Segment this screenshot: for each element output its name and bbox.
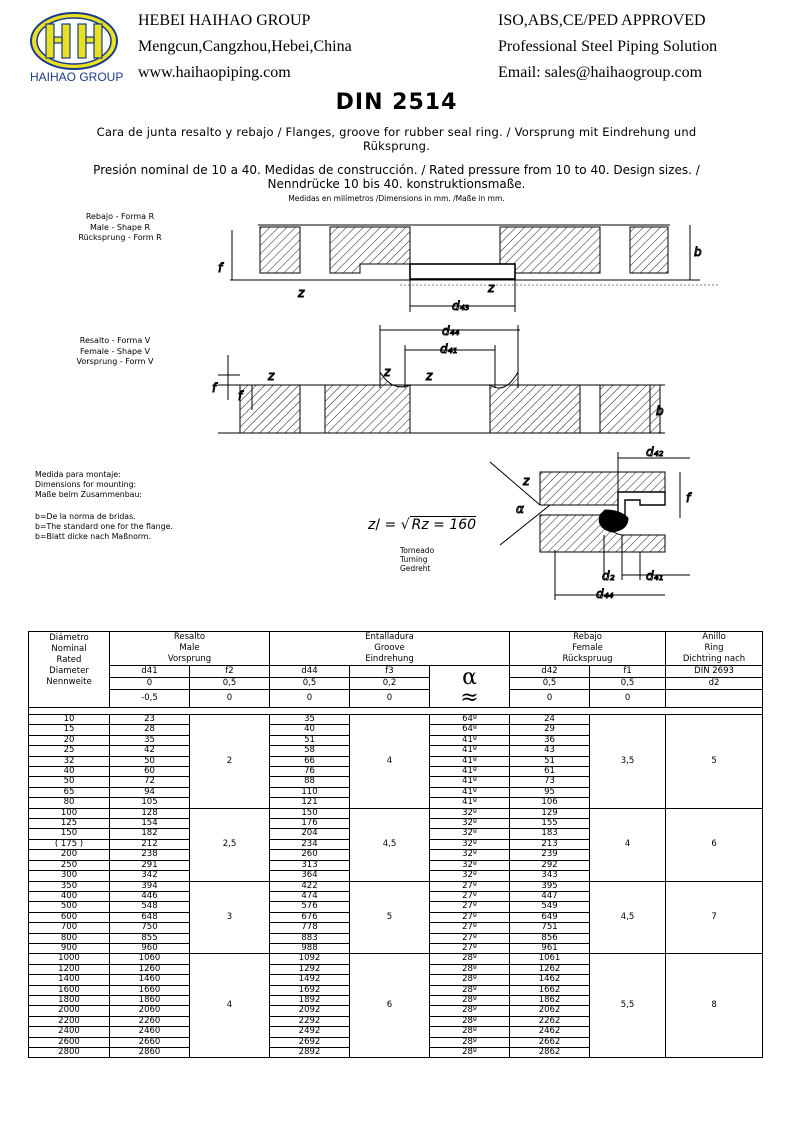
assembly-en: Dimensions for mounting: [35,480,137,489]
cell-dn: 25 [29,746,110,756]
ring-es: Anillo [702,632,726,642]
cell-d44: 88 [270,777,350,787]
cell-d41: 291 [110,860,190,870]
cell-alpha: 28º [430,995,510,1005]
table-header-row-2 [29,666,763,678]
company-certs [498,8,717,86]
dim-b-r: b [694,245,702,259]
cell-d41: 35 [110,735,190,745]
cell-d44: 76 [270,767,350,777]
col-f2: f2 [190,666,270,678]
tol-upper-f1: 0,5 [590,678,666,690]
cell-d42: 29 [510,725,590,735]
dim-d43: d₄₃ [452,299,470,313]
cell-alpha: 28º [430,1016,510,1026]
form-r-en: Male - Shape R [89,222,151,232]
cell-d42: 2862 [510,1048,590,1058]
cell-alpha: 64º [430,715,510,725]
company-website[interactable]: www.haihaopiping.com [138,64,291,81]
company-address: Mengcun,Cangzhou,Hebei,China [138,38,352,55]
cell-d44: 474 [270,891,350,901]
tol-lower-f3: 0 [350,690,430,708]
cell-d42: 106 [510,798,590,808]
dim-f1-r: f [218,261,223,275]
cell-d42: 292 [510,860,590,870]
cell-d42: 1262 [510,964,590,974]
table-row [29,808,763,818]
male-es: Resalto [173,632,206,642]
ring-de: Dichtring nach [682,654,746,664]
form-r-de: Rücksprung - Form R [78,233,162,242]
tol-lower-d42: 0 [510,690,590,708]
units-note: Medidas en milímetros /Dimensions in mm. /Maße in mm. [288,194,505,203]
header-ring [666,632,763,666]
approval-text: ISO,ABS,CE/PED APPROVED [498,12,706,29]
cell-dn: 150 [29,829,110,839]
cell-d41: 1660 [110,985,190,995]
cell-dn: 350 [29,881,110,891]
cell-dn: 800 [29,933,110,943]
cell-f1: 5,5 [590,954,666,1058]
cell-alpha: 41º [430,798,510,808]
cell-d42: 856 [510,933,590,943]
cell-d44: 1092 [270,954,350,964]
dim-d42: d₄₂ [646,445,664,459]
company-name: HEBEI HAIHAO GROUP [138,12,311,29]
cell-d42: 751 [510,923,590,933]
drawing-form-r [218,225,720,313]
cell-dn: 20 [29,735,110,745]
cell-d41: 154 [110,819,190,829]
cell-dn: 2400 [29,1027,110,1037]
cell-alpha: 28º [430,964,510,974]
cell-dn: 100 [29,808,110,818]
b-note-de: b=Blatt dicke nach Maßnorm. [35,532,151,541]
subtitle-line-3: Presión nominal de 10 a 40. Medidas de construcción. / Rated pressure from 10 to 40. Design sizes. / [93,163,700,177]
cell-d44: 234 [270,839,350,849]
cell-alpha: 28º [430,954,510,964]
female-de: Rückspruug [562,654,613,664]
col-d44: d44 [270,666,350,678]
dim-z-r: z [298,286,305,300]
cell-alpha: 32º [430,860,510,870]
turning-es: Torneado [400,546,435,555]
nominal-es2: Nominal [51,644,87,655]
cell-d44: 35 [270,715,350,725]
cell-d2: 6 [666,808,763,881]
cell-d42: 395 [510,881,590,891]
cell-d44: 66 [270,756,350,766]
col-d42: d42 [510,666,590,678]
cell-dn: 1200 [29,964,110,974]
cell-d2: 5 [666,715,763,809]
cell-d41: 2060 [110,1006,190,1016]
tol-upper-d41: 0 [110,678,190,690]
cell-d41: 182 [110,829,190,839]
table-header-row-1 [29,632,763,666]
cell-d42: 61 [510,767,590,777]
cell-d44: 150 [270,808,350,818]
cell-dn: 1800 [29,995,110,1005]
tol-lower-f1: 0 [590,690,666,708]
cell-dn: 1600 [29,985,110,995]
table-row [29,954,763,964]
email-text[interactable]: Email: sales@haihaogroup.com [498,64,703,81]
cell-f2: 2,5 [190,808,270,881]
dim-d2: d₂ [602,569,615,583]
cell-d44: 1292 [270,964,350,974]
dim-alpha: α [516,502,524,516]
cell-d42: 549 [510,902,590,912]
header-female [510,632,666,666]
cell-f2: 4 [190,954,270,1058]
dim-z2-r: z [488,281,495,295]
cell-d41: 50 [110,756,190,766]
cell-d42: 129 [510,808,590,818]
assembly-de: Maße beim Zusammenbau: [35,490,143,499]
cell-dn: 900 [29,943,110,953]
tol-lower-d41: -0,5 [110,690,190,708]
turning-en: Turning [400,555,428,564]
table-row [29,881,763,891]
cell-f3: 6 [350,954,430,1058]
cell-d44: 988 [270,943,350,953]
cell-d41: 23 [110,715,190,725]
cell-d41: 960 [110,943,190,953]
nominal-de: Nennweite [46,677,92,688]
tol-upper-f3: 0,2 [350,678,430,690]
dim-z3-v: z [426,369,433,383]
cell-dn: 200 [29,850,110,860]
subtitle-line-1: Cara de junta resalto y rebajo / Flanges, groove for rubber seal ring. / Vorsprung mit Eindrehung und [96,125,697,139]
cell-d41: 2860 [110,1048,190,1058]
cell-alpha: 27º [430,881,510,891]
cell-d44: 110 [270,787,350,797]
company-info [138,8,352,86]
header-groove [270,632,510,666]
cell-f1: 3,5 [590,715,666,809]
cell-d42: 649 [510,912,590,922]
subtitle-line-2: Rüksprung. [363,139,430,153]
tol-lower-d44: 0 [270,690,350,708]
cell-f2: 3 [190,881,270,954]
cell-alpha: 32º [430,839,510,849]
tol-upper-d42: 0,5 [510,678,590,690]
cell-d44: 1492 [270,975,350,985]
roughness-spec: z/ = √ Rz = 160 [368,517,477,533]
cell-d44: 576 [270,902,350,912]
form-v-de: Vorsprung - Form V [76,357,154,366]
cell-dn: 2200 [29,1016,110,1026]
cell-d44: 676 [270,912,350,922]
cell-alpha: 28º [430,975,510,985]
spacer-row [29,708,763,715]
cell-d44: 2292 [270,1016,350,1026]
cell-d41: 2460 [110,1027,190,1037]
doc-pressure [40,163,753,191]
form-v-es: Resalto - Forma V [79,336,151,345]
cell-dn: 700 [29,923,110,933]
dim-z2-v: z [384,365,391,379]
cell-d44: 778 [270,923,350,933]
cell-d42: 73 [510,777,590,787]
cell-alpha: 64º [430,725,510,735]
cell-alpha: 32º [430,850,510,860]
cell-d42: 1862 [510,995,590,1005]
nominal-es: Diámetro [49,633,89,644]
dimensions-table [28,631,763,1058]
cell-alpha: 41º [430,787,510,797]
cell-d44: 176 [270,819,350,829]
logo-text: HAIHAO GROUP [30,70,124,84]
cell-f3: 4,5 [350,808,430,881]
cell-dn: 40 [29,767,110,777]
cell-d44: 2692 [270,1037,350,1047]
table-body [29,715,763,1058]
cell-d42: 24 [510,715,590,725]
cell-d41: 2660 [110,1037,190,1047]
dim-b-v: b [656,404,664,418]
cell-d44: 883 [270,933,350,943]
cell-alpha: 28º [430,1037,510,1047]
col-alpha [430,666,510,708]
cell-f1: 4,5 [590,881,666,954]
dim-z-v: z [268,369,275,383]
cell-dn: 2600 [29,1037,110,1047]
cell-d44: 2492 [270,1027,350,1037]
cell-dn: 400 [29,891,110,901]
doc-subtitle [40,125,753,153]
cell-dn: 32 [29,756,110,766]
cell-d42: 961 [510,943,590,953]
cell-d44: 422 [270,881,350,891]
cell-d41: 446 [110,891,190,901]
cell-d44: 2892 [270,1048,350,1058]
cell-alpha: 41º [430,735,510,745]
cell-d44: 313 [270,860,350,870]
company-logo [28,10,124,85]
cell-d41: 648 [110,912,190,922]
b-note-en: b=The standard one for the flange. [35,522,173,531]
tol-upper-d44: 0,5 [270,678,350,690]
cell-d41: 105 [110,798,190,808]
subtitle-line-4: Nenndrücke 10 bis 40. konstruktionsmaße. [267,177,526,191]
cell-d42: 2062 [510,1006,590,1016]
nominal-blank [29,690,110,708]
cell-d42: 2662 [510,1037,590,1047]
cell-d44: 364 [270,871,350,881]
cell-alpha: 41º [430,767,510,777]
cell-f3: 5 [350,881,430,954]
cell-d42: 51 [510,756,590,766]
female-en: Female [572,643,603,653]
cell-d41: 1460 [110,975,190,985]
cell-d42: 2462 [510,1027,590,1037]
cell-d2: 8 [666,954,763,1058]
dim-f2: f [212,381,217,395]
cell-f3: 4 [350,715,430,809]
cell-alpha: 41º [430,777,510,787]
dim-z-detail: z [523,474,530,488]
cell-dn: 15 [29,725,110,735]
cell-f2: 2 [190,715,270,809]
cell-d42: 2262 [510,1016,590,1026]
cell-d42: 239 [510,850,590,860]
cell-d41: 1260 [110,964,190,974]
cell-dn: 2000 [29,1006,110,1016]
cell-d44: 260 [270,850,350,860]
nominal-en2: Diameter [49,666,89,677]
groove-es: Entalladura [365,632,414,642]
cell-d42: 1462 [510,975,590,985]
drawing-form-v [212,324,665,433]
cell-dn: 1000 [29,954,110,964]
d2-blank [666,690,763,708]
roughness-value: Rz = 160 [411,517,477,533]
cell-alpha: 41º [430,746,510,756]
cell-alpha: 27º [430,902,510,912]
cell-d42: 95 [510,787,590,797]
dim-d41-detail: d₄₁ [646,569,664,583]
cell-dn: 80 [29,798,110,808]
form-v-en: Female - Shape V [80,346,150,356]
cell-d42: 183 [510,829,590,839]
logo-emblem [28,10,120,72]
cell-alpha: 32º [430,819,510,829]
drawing-assembly [490,445,692,601]
cell-dn: 2800 [29,1048,110,1058]
cell-d41: 1860 [110,995,190,1005]
female-es: Rebajo [573,632,602,642]
turning-de: Gedreht [400,564,431,573]
cell-d44: 51 [270,735,350,745]
cell-dn: 65 [29,787,110,797]
cell-d44: 121 [270,798,350,808]
cell-d42: 43 [510,746,590,756]
cell-d44: 1892 [270,995,350,1005]
cell-dn: 10 [29,715,110,725]
ring-en: Ring [704,643,724,653]
cell-d41: 238 [110,850,190,860]
cell-alpha: 27º [430,912,510,922]
dim-d44-detail: d₄₄ [596,587,614,601]
cell-alpha: 27º [430,943,510,953]
table-tol-upper-row [29,678,763,690]
dim-d44: d₄₄ [442,324,460,338]
cell-dn: 125 [29,819,110,829]
cell-d41: 60 [110,767,190,777]
cell-d2: 7 [666,881,763,954]
cell-dn: 250 [29,860,110,870]
nominal-en: Rated [56,655,82,666]
cell-d42: 343 [510,871,590,881]
cell-alpha: 27º [430,923,510,933]
cell-d42: 1662 [510,985,590,995]
cell-d44: 1692 [270,985,350,995]
dim-d41: d₄₁ [440,342,458,356]
approx-symbol: ≈ [460,684,479,710]
cell-alpha: 27º [430,891,510,901]
male-de: Vorsprung [167,654,212,664]
cell-d41: 128 [110,808,190,818]
cell-alpha: 28º [430,985,510,995]
tol-upper-f2: 0,5 [190,678,270,690]
header-nominal [29,632,110,690]
cell-d42: 447 [510,891,590,901]
cell-d44: 204 [270,829,350,839]
cell-d41: 94 [110,787,190,797]
cell-d41: 394 [110,881,190,891]
male-en: Male [179,643,200,653]
table-row [29,715,763,725]
doc-title: DIN 2514 [335,90,458,115]
b-note-es: b=De la norma de bridas. [35,512,136,521]
col-f1: f1 [590,666,666,678]
alpha-symbol: α [462,664,477,690]
cell-f1: 4 [590,808,666,881]
dim-f1-detail: f [686,491,691,505]
cell-d41: 42 [110,746,190,756]
technical-drawing [0,200,793,620]
cell-d44: 40 [270,725,350,735]
cell-d41: 2260 [110,1016,190,1026]
assembly-es: Medida para montaje: [35,470,121,479]
cell-d41: 72 [110,777,190,787]
groove-de: Eindrehung [365,654,414,664]
col-f3: f3 [350,666,430,678]
col-d41: d41 [110,666,190,678]
form-r-es: Rebajo - Forma R [85,212,155,221]
col-ring-std: DIN 2693 [666,666,763,678]
cell-d42: 213 [510,839,590,849]
cell-alpha: 27º [430,933,510,943]
cell-d41: 855 [110,933,190,943]
cell-dn: 1400 [29,975,110,985]
cell-d41: 548 [110,902,190,912]
tagline-text: Professional Steel Piping Solution [498,38,718,55]
cell-dn: 50 [29,777,110,787]
cell-alpha: 28º [430,1006,510,1016]
cell-dn: ( 175 ) [29,839,110,849]
table-tol-lower-row [29,690,763,708]
dim-f3: f [238,389,243,403]
tol-lower-f2: 0 [190,690,270,708]
cell-d41: 342 [110,871,190,881]
col-d2: d2 [666,678,763,690]
cell-alpha: 32º [430,829,510,839]
cell-dn: 500 [29,902,110,912]
header-male [110,632,270,666]
cell-dn: 300 [29,871,110,881]
cell-d42: 155 [510,819,590,829]
cell-d41: 212 [110,839,190,849]
cell-alpha: 28º [430,1027,510,1037]
cell-alpha: 32º [430,871,510,881]
cell-d44: 2092 [270,1006,350,1016]
cell-alpha: 41º [430,756,510,766]
cell-alpha: 28º [430,1048,510,1058]
cell-d42: 36 [510,735,590,745]
cell-d41: 28 [110,725,190,735]
cell-d44: 58 [270,746,350,756]
cell-d41: 1060 [110,954,190,964]
cell-dn: 600 [29,912,110,922]
cell-d42: 1061 [510,954,590,964]
cell-d41: 750 [110,923,190,933]
groove-en: Groove [374,643,405,653]
cell-alpha: 32º [430,808,510,818]
